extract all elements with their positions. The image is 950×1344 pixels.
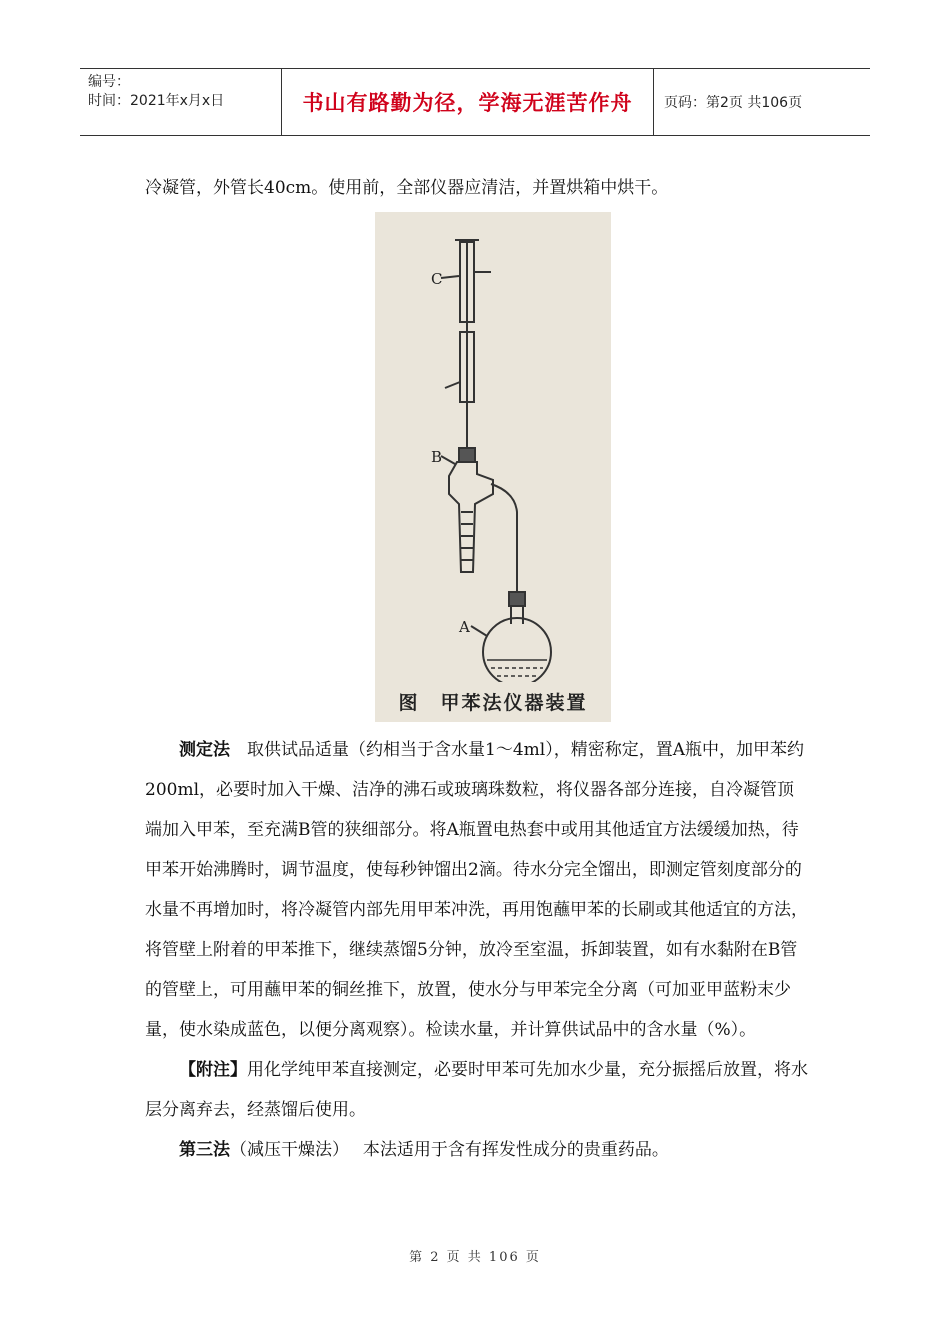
number-label: 编号： xyxy=(88,74,130,90)
note-paragraph xyxy=(145,1050,810,1130)
receiver-tube xyxy=(449,462,493,572)
header-page-label: 页码：第2页 共106页 xyxy=(664,95,803,111)
header-meta xyxy=(80,69,282,135)
side-arm xyxy=(491,484,517,592)
label-c: C xyxy=(431,270,443,288)
flask-a xyxy=(483,618,551,682)
method-paragraph xyxy=(145,730,810,1050)
page-header xyxy=(80,68,870,136)
condenser-inlet xyxy=(445,382,460,388)
time-label: 时间：2021年x月x日 xyxy=(88,93,225,109)
third-method-paragraph xyxy=(145,1130,810,1170)
method-text: 取供试品适量（约相当于含水量1～4ml），精密称定，置A瓶中，加甲苯约200ml，必要时加入干燥、洁净的沸石或玻璃珠数粒，将仪器各部分连接，自冷凝管顶端加入甲苯，至充满B管的狭细部分。将A瓶置电热套中或用其他适宜方法缓缓加热，待甲苯开始沸腾时，调节温度，使每秒钟馏出2滴。待水分完全馏出，即测定管刻度部分的水量不再增加时，将冷凝管内部先用甲苯冲洗，再用饱蘸甲苯的长刷或其他适宜的方法，将管壁上附着的甲苯推下，继续蒸馏5分钟，放冷至室温，拆卸装置，如有水黏附在B管的管壁上，可用蘸甲苯的铜丝推下，放置，使水分与甲苯完全分离（可加亚甲蓝粉末少量，使水染成蓝色，以便分离观察）。检读水量，并计算供试品中的含水量（%）。 xyxy=(145,740,808,1040)
note-title: 【附注】 xyxy=(179,1060,247,1080)
intro-line: 冷凝管，外管长40cm。使用前，全部仪器应清洁，并置烘箱中烘干。 xyxy=(145,178,669,198)
upper-joint xyxy=(459,448,475,462)
lower-joint xyxy=(509,592,525,606)
figure-caption: 图 甲苯法仪器装置 xyxy=(398,692,588,714)
method-title: 测定法 xyxy=(179,740,230,760)
page-footer: 第 2 页 共 106 页 xyxy=(409,1250,541,1265)
third-method-title: 第三法 xyxy=(179,1140,230,1160)
note-text: 用化学纯甲苯直接测定，必要时甲苯可先加水少量，充分振摇后放置，将水层分离弃去，经蒸馏后使用。 xyxy=(145,1060,808,1120)
label-a: A xyxy=(459,618,470,636)
apparatus-figure xyxy=(375,212,611,722)
third-method-text: （减压干燥法） 本法适用于含有挥发性成分的贵重药品。 xyxy=(230,1140,669,1160)
document-body xyxy=(145,168,810,1170)
label-b: B xyxy=(431,448,443,466)
apparatus-drawing xyxy=(375,212,611,682)
header-motto: 书山有路勤为径，学海无涯苦作舟 xyxy=(282,69,654,135)
